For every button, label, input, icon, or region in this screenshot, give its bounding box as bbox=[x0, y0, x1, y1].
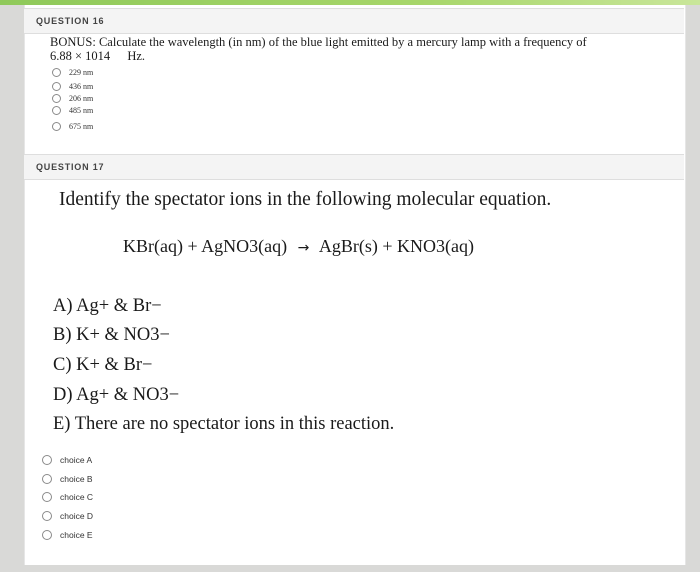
question-16-text bbox=[50, 35, 610, 63]
question-16-frequency: 6.88 × 1014 bbox=[50, 49, 111, 63]
q16-option-label: 436 nm bbox=[69, 82, 94, 91]
question-17-prompt: Identify the spectator ions in the following molecular equation. bbox=[59, 189, 552, 210]
q16-option[interactable] bbox=[52, 68, 93, 77]
q17-option[interactable] bbox=[42, 530, 93, 540]
q16-option-label: 229 nm bbox=[69, 68, 94, 77]
question-17-title: QUESTION 17 bbox=[36, 162, 105, 172]
radio-button[interactable] bbox=[42, 492, 52, 502]
q16-option[interactable] bbox=[52, 122, 93, 131]
equation-products: AgBr(s) + KNO3(aq) bbox=[318, 236, 474, 256]
question-panel bbox=[24, 5, 686, 565]
q17-option[interactable] bbox=[42, 455, 92, 465]
chemical-equation bbox=[123, 236, 474, 257]
q16-option[interactable] bbox=[52, 82, 93, 91]
radio-button[interactable] bbox=[42, 455, 52, 465]
radio-button[interactable] bbox=[52, 106, 61, 115]
radio-button[interactable] bbox=[52, 82, 61, 91]
q17-option-label: choice B bbox=[60, 474, 93, 484]
q17-option[interactable] bbox=[42, 492, 93, 502]
answer-choice-text-a: A) Ag+ & Br− bbox=[53, 296, 162, 316]
q17-option-label: choice A bbox=[60, 455, 93, 465]
q16-option-label: 675 nm bbox=[69, 122, 94, 131]
q17-option[interactable] bbox=[42, 511, 93, 521]
equation-reactants: KBr(aq) + AgNO3(aq) bbox=[123, 236, 288, 256]
radio-button[interactable] bbox=[52, 94, 61, 103]
radio-button[interactable] bbox=[42, 511, 52, 521]
q16-option-label: 206 nm bbox=[69, 94, 94, 103]
q17-option-label: choice C bbox=[60, 492, 94, 502]
answer-choice-text-c: C) K+ & Br− bbox=[53, 355, 153, 375]
radio-button[interactable] bbox=[52, 122, 61, 131]
question-16-header bbox=[24, 8, 684, 34]
q16-option[interactable] bbox=[52, 106, 93, 115]
radio-button[interactable] bbox=[42, 530, 52, 540]
q17-option-label: choice D bbox=[60, 511, 94, 521]
answer-choice-text-d: D) Ag+ & NO3− bbox=[53, 385, 180, 405]
answer-choice-text-e: E) There are no spectator ions in this reaction. bbox=[53, 414, 395, 434]
radio-button[interactable] bbox=[42, 474, 52, 484]
question-16-title: QUESTION 16 bbox=[36, 16, 105, 26]
q17-option-label: choice E bbox=[60, 530, 93, 540]
question-16-unit: Hz. bbox=[127, 49, 146, 63]
q16-option[interactable] bbox=[52, 94, 93, 103]
question-16-line2 bbox=[50, 49, 610, 63]
radio-button[interactable] bbox=[52, 68, 61, 77]
answer-choice-text-b: B) K+ & NO3− bbox=[53, 325, 170, 345]
question-17-header bbox=[24, 154, 684, 180]
question-16-line1: BONUS: Calculate the wavelength (in nm) of the blue light emitted by a mercury lamp with a frequency of bbox=[50, 35, 587, 49]
q16-option-label: 485 nm bbox=[69, 106, 94, 115]
q17-option[interactable] bbox=[42, 474, 93, 484]
reaction-arrow-icon: → bbox=[297, 240, 310, 256]
